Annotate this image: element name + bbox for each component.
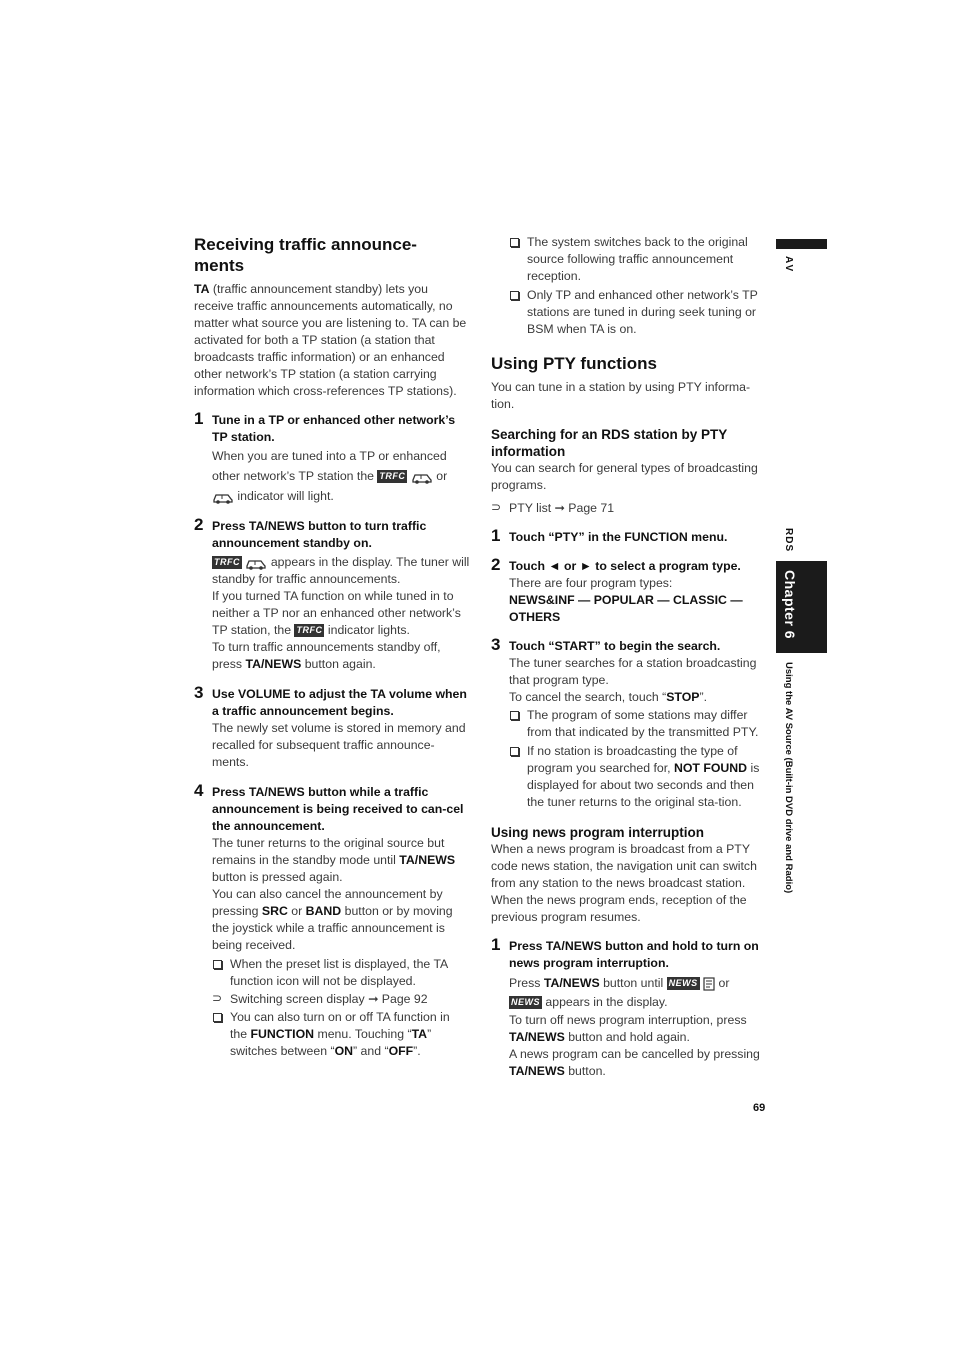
reference-switching[interactable]: ⊃ Switching screen display ➞ Page 92: [212, 991, 428, 1006]
step-title: Press TA/NEWS button and hold to turn on news program interruption.: [509, 939, 759, 970]
step-body: When you are tuned into a TP or enhanced other network’s TP station the TRFC or indicator will light.: [212, 449, 448, 503]
heading-traffic: Receiving traffic announce- ments: [194, 235, 417, 275]
car-icon: [411, 470, 433, 484]
step-body-more: To turn off news program interruption, press TA/NEWS button and hold again. A news program can be cancelled by pressing TA/NEWS button.: [509, 1013, 760, 1078]
step-number: 3: [194, 683, 204, 702]
pty-step-2: [491, 555, 767, 626]
note-pty-differ: The program of some stations may differ from that indicated by the transmitted PTY.: [509, 707, 767, 741]
side-tab-bar: [776, 239, 827, 249]
step-title: Press TA/NEWS button to turn traffic announcement standby on.: [212, 519, 427, 550]
note-box-icon: [213, 960, 222, 969]
step-title: Touch ◄ or ► to select a program type.: [509, 559, 741, 573]
heading-pty: Using PTY functions: [491, 354, 657, 373]
subheading-news-interruption: Using news program interruption: [491, 825, 705, 840]
car-icon: [245, 556, 267, 570]
ta-term: TA: [194, 282, 210, 296]
search-intro: You can search for general types of broadcasting programs.: [491, 461, 758, 492]
reference-arrow-icon: ⊃: [491, 500, 502, 514]
car-icon: [212, 490, 234, 504]
note-box-icon: [510, 291, 519, 300]
step-number: 1: [491, 526, 501, 545]
right-column: [491, 232, 767, 1080]
step-body: The tuner returns to the original source but remains in the standby mode until TA/NEWS button is pressed again. You can also cancel the announcement by pressing SRC or BAND button or by moving the joystick while a traffic announcement is being received.: [212, 836, 456, 952]
note-tp-only: Only TP and enhanced other network’s TP stations are tuned in during seek tuning or BSM when TA is on.: [509, 287, 767, 338]
pty-intro: You can tune in a station by using PTY informa-tion.: [491, 380, 751, 411]
section-label: Using the AV Source (Built-in DVD drive and Radio): [783, 662, 794, 894]
step-body: There are four program types:: [509, 576, 673, 590]
step-body: The tuner searches for a station broadcasting that program type. To cancel the search, touch “STOP”.: [509, 656, 757, 704]
step-2: [194, 515, 470, 673]
left-column: [194, 232, 470, 1060]
step-number: 3: [491, 635, 501, 654]
subheading-search-pty: Searching for an RDS station by PTY information: [491, 427, 728, 459]
step-title: Use VOLUME to adjust the TA volume when a traffic announcement begins.: [212, 687, 467, 718]
step-4: [194, 781, 470, 954]
news-indicator-icon: NEWS: [668, 978, 698, 989]
step-number: 4: [194, 781, 204, 800]
step-title: Touch “START” to begin the search.: [509, 639, 721, 653]
pty-step-3: [491, 635, 767, 811]
note-not-found: If no station is broadcasting the type of program you searched for, NOT FOUND is displayed for about two seconds and then the tuner returns to the original sta-tion.: [509, 743, 767, 811]
note-box-icon: [510, 747, 519, 756]
note-function-menu: You can also turn on or off TA function in the FUNCTION menu. Touching “TA” switches between “ON” and “OFF”.: [212, 1009, 470, 1060]
program-types: NEWS&INF — POPULAR — CLASSIC — OTHERS: [509, 593, 743, 624]
side-label-av: AV: [783, 256, 794, 274]
note-box-icon: [510, 238, 519, 247]
step-number: 1: [491, 935, 501, 954]
news-indicator-icon: NEWS: [511, 997, 540, 1008]
step-number: 2: [491, 555, 501, 574]
step-body: Press TA/NEWS button until NEWS or NEWS appears in the display.: [509, 976, 730, 1009]
note-box-icon: [510, 711, 519, 720]
note-box-icon: [213, 1013, 222, 1022]
reference-arrow-icon: ⊃: [212, 991, 223, 1005]
step-title: Press TA/NEWS button while a traffic announcement is being received to can-cel the announcement.: [212, 785, 464, 833]
note-preset: When the preset list is displayed, the TA function icon will not be displayed.: [212, 956, 470, 990]
step-body: The newly set volume is stored in memory and recalled for subsequent traffic announce-ments.: [212, 721, 466, 769]
news-intro: When a news program is broadcast from a PTY code news station, the navigation unit can switch from any station to the news broadcast station. When the news program ends, reception of the previous program resumes.: [491, 842, 757, 924]
pty-step-1: [491, 526, 767, 546]
trfc-indicator-icon: TRFC: [214, 557, 240, 568]
trfc-indicator-icon: TRFC: [296, 625, 323, 636]
step-1: [194, 409, 470, 506]
intro-paragraph: [194, 281, 470, 400]
step-body: TRFC appears in the display. The tuner will standby for traffic announcements. If you turned TA function on while tuned in to neither a TP nor an enhanced other network’s TP station, the TRFC indicator lights. To turn traffic announcements standby off, press TA/NEWS button again.: [212, 555, 470, 671]
note-switch-back: The system switches back to the original source following traffic announcement reception.: [509, 234, 767, 285]
step-title: Tune in a TP or enhanced other network’s TP station.: [212, 413, 456, 444]
step-3: [194, 683, 470, 771]
trfc-indicator-icon: TRFC: [379, 471, 406, 482]
step-number: 1: [194, 409, 204, 428]
reference-pty-list[interactable]: ⊃ PTY list ➞ Page 71: [491, 500, 615, 515]
side-label-rds: RDS: [783, 528, 794, 553]
page-number: 69: [753, 1102, 766, 1114]
news-step-1: [491, 935, 767, 1080]
step-number: 2: [194, 515, 204, 534]
chapter-label: Chapter 6: [782, 570, 798, 640]
intro-text: (traffic announcement standby) lets you receive traffic announcements automatically, no matter what source you are listening to. TA can be activated for both a TP station (a station that broadcasts traffic information) or an enhanced other network’s TP station (a station carrying information which cross-references TP stations).: [194, 282, 467, 398]
news-document-icon: [703, 977, 715, 991]
step-title: Touch “PTY” in the FUNCTION menu.: [509, 530, 728, 544]
